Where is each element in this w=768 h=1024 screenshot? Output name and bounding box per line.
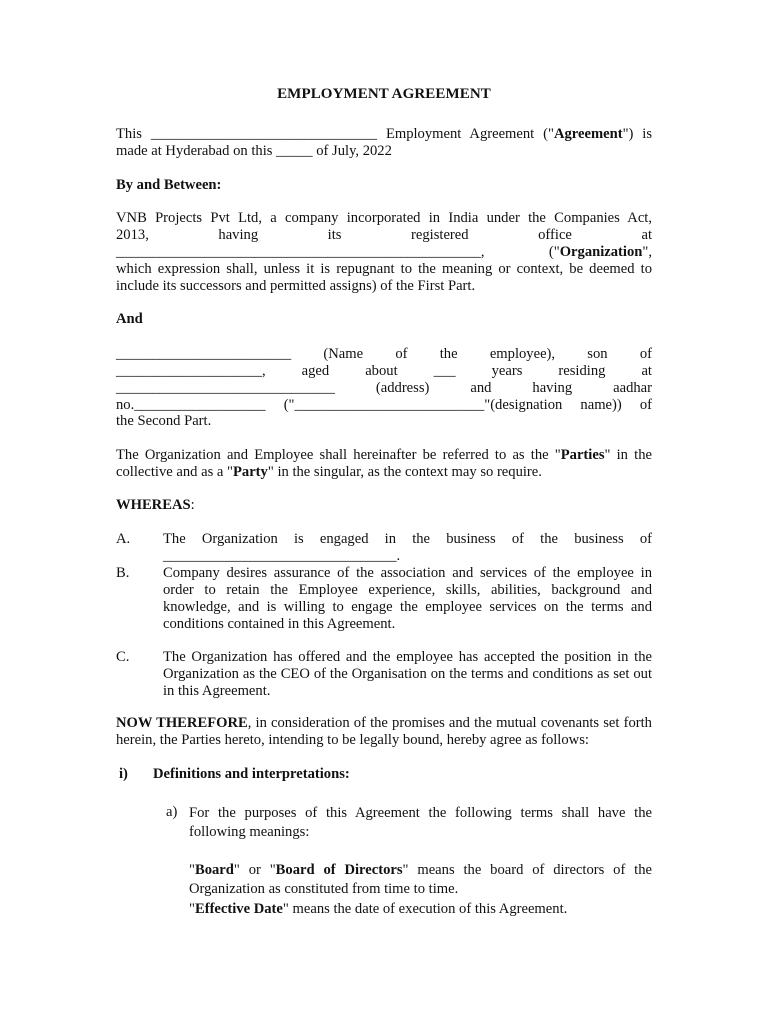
date-blank: _______________________________ [150,126,378,142]
age-blank: ___ [433,363,456,379]
parties-paragraph: The Organization and Employee shall hereinafter be referred to as the "Parties" in the collective and as a "Party" in the singular, as the context may so require. [116,447,652,480]
address-blank: __________________________________________________, [116,244,485,260]
party2-line-1: ________________________ (Name of the employee), son of [116,346,652,362]
board-of-directors-term: Board of Directors [275,862,403,878]
definition-board: "Board" or "Board of Directors" means the board of directors of the Organization as constituted from time to time. [189,862,652,897]
employee-name-blank: ________________________ [116,346,292,362]
recital-b-text: Company desires assurance of the association and services of the employee in order to retain the Employee experience, skills, abilities, background and knowledge, and is willing to engage the employee services on the terms and conditions contained in this Agreement. [163,565,652,632]
recital-a-marker: A. [116,531,131,547]
party1-line-1: VNB Projects Pvt Ltd, a company incorporated in India under the Companies Act, [116,210,652,226]
parties-term: Parties [560,447,605,463]
recital-b-marker: B. [116,565,130,581]
party-term: Party [232,464,268,480]
day-blank: _____ [276,143,313,159]
party2-line-5: the Second Part. [116,413,212,429]
party1-line-3: __________________________________________________, ("Organization", [116,244,652,260]
residence-blank: ______________________________ [116,380,335,396]
effective-date-term: Effective Date [194,901,283,917]
by-between-heading: By and Between: [116,177,222,193]
party2-line-4: no.__________________ ("__________________________"(designation name)) of [116,397,652,413]
agreement-term: Agreement [553,126,623,142]
whereas-heading: WHEREAS: [116,497,195,513]
designation-blank: __________________________ [294,397,485,413]
board-term: Board [194,862,234,878]
organization-term: Organization [559,244,643,260]
section-number: i) [119,766,128,782]
recital-a-text: The Organization is engaged in the business of the business of ________________________________. [163,531,652,564]
document-title: EMPLOYMENT AGREEMENT [277,86,491,102]
section-title: Definitions and interpretations: [153,766,350,782]
intro-line-1: This _______________________________ Employment Agreement ("Agreement") is [116,126,652,142]
clause-a-text: For the purposes of this Agreement the following terms shall have the following meanings: [189,805,652,840]
party2-line-3: ______________________________ (address) and having aadhar [116,380,652,396]
intro-line-2: made at Hyderabad on this _____ of July, 2022 [116,143,392,159]
recital-c-marker: C. [116,649,130,665]
definition-effective-date: "Effective Date" means the date of execution of this Agreement. [189,901,568,917]
clause-a-marker: a) [166,804,178,820]
party1-line-2: 2013, having its registered office at [116,227,652,243]
aadhar-blank: __________________ [134,397,266,413]
recital-c-text: The Organization has offered and the employee has accepted the position in the Organization as the CEO of the Organisation on the terms and conditions as set out in this Agreement. [163,649,652,699]
father-name-blank: ____________________, [116,363,266,379]
now-therefore-paragraph: NOW THEREFORE, in consideration of the promises and the mutual covenants set forth herein, the Parties hereto, intending to be legally bound, hereby agree as follows: [116,715,652,748]
party1-rest: which expression shall, unless it is repugnant to the meaning or context, be deemed to include its successors and permitted assigns) of the First Part. [116,261,652,294]
and-heading: And [116,311,143,327]
party2-line-2: ____________________, aged about ___ years residing at [116,363,652,379]
